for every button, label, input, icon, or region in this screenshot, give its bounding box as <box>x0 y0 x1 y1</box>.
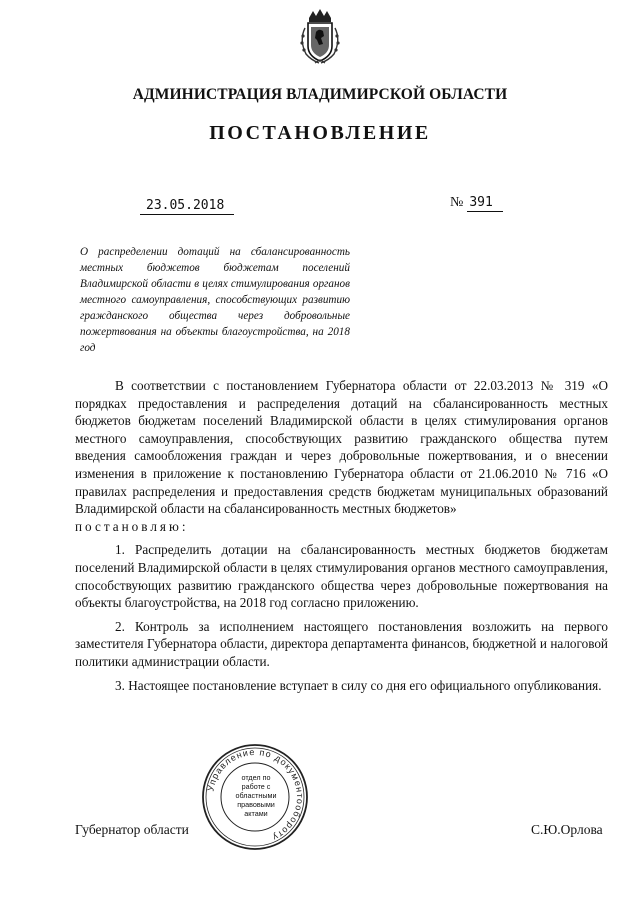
resolution-item: 1. Распределить дотации на сбалансированность местных бюджетов бюджетам поселений Владимирской области в целях стимулирования органов местного самоуправления, способствующих развитию гражданского общества через добровольные пожертвования на объекты благоустройства, на 2018 год согласно приложению. <box>75 542 608 611</box>
document-number-block <box>450 195 503 211</box>
signer-role: Губернатор области <box>75 822 189 837</box>
preamble-paragraph: В соответствии с постановлением Губернатора области от 22.03.2013 № 319 «О порядках предоставления и распределения дотаций на сбалансированность местных бюджетов бюджетам поселений Владимирской области в целях стимулирования органов местного самоуправления, способствующих развитию гражданского общества путем введения самообложения граждан и через добровольные пожертвования, и о внесении изменения в приложение к постановлению Губернатора области от 21.06.2010 № 716 «О правилах распределения и предоставления средств бюджетам муниципальных образований Владимирской области на сбалансированность местных бюджетов» <box>75 378 608 517</box>
document-date: 23.05.2018 <box>140 198 234 215</box>
document-type: ПОСТАНОВЛЕНИЕ <box>209 122 431 144</box>
document-subject: О распределении дотаций на сбалансированность местных бюджетов бюджетам поселений Владимирской области в целях стимулирования органов местного самоуправления, способствующих развитию гражданского общества через добровольные пожертвования на объекты благоустройства, на 2018 год <box>80 246 350 354</box>
document-number: 391 <box>467 195 502 212</box>
resolves-line: постановляю: <box>75 518 189 534</box>
resolution-item: 3. Настоящее постановление вступает в силу со дня его официального опубликования. <box>115 677 602 693</box>
signer-name: С.Ю.Орлова <box>531 822 603 837</box>
stamp-ring-text: Управление по документообороту <box>205 746 306 843</box>
resolution-item: 2. Контроль за исполнением настоящего постановления возложить на первого заместителя Губернатора области, директора департамента финансов, бюджетной и налоговой политики администрации области. <box>75 618 608 669</box>
coat-of-arms-icon <box>297 8 343 66</box>
stamp-center-text: отдел по работе с областными правовыми актами <box>235 773 277 818</box>
document-body <box>75 377 608 694</box>
number-sign: № <box>450 195 464 210</box>
organization-name: АДМИНИСТРАЦИЯ ВЛАДИМИРСКОЙ ОБЛАСТИ <box>132 86 508 103</box>
